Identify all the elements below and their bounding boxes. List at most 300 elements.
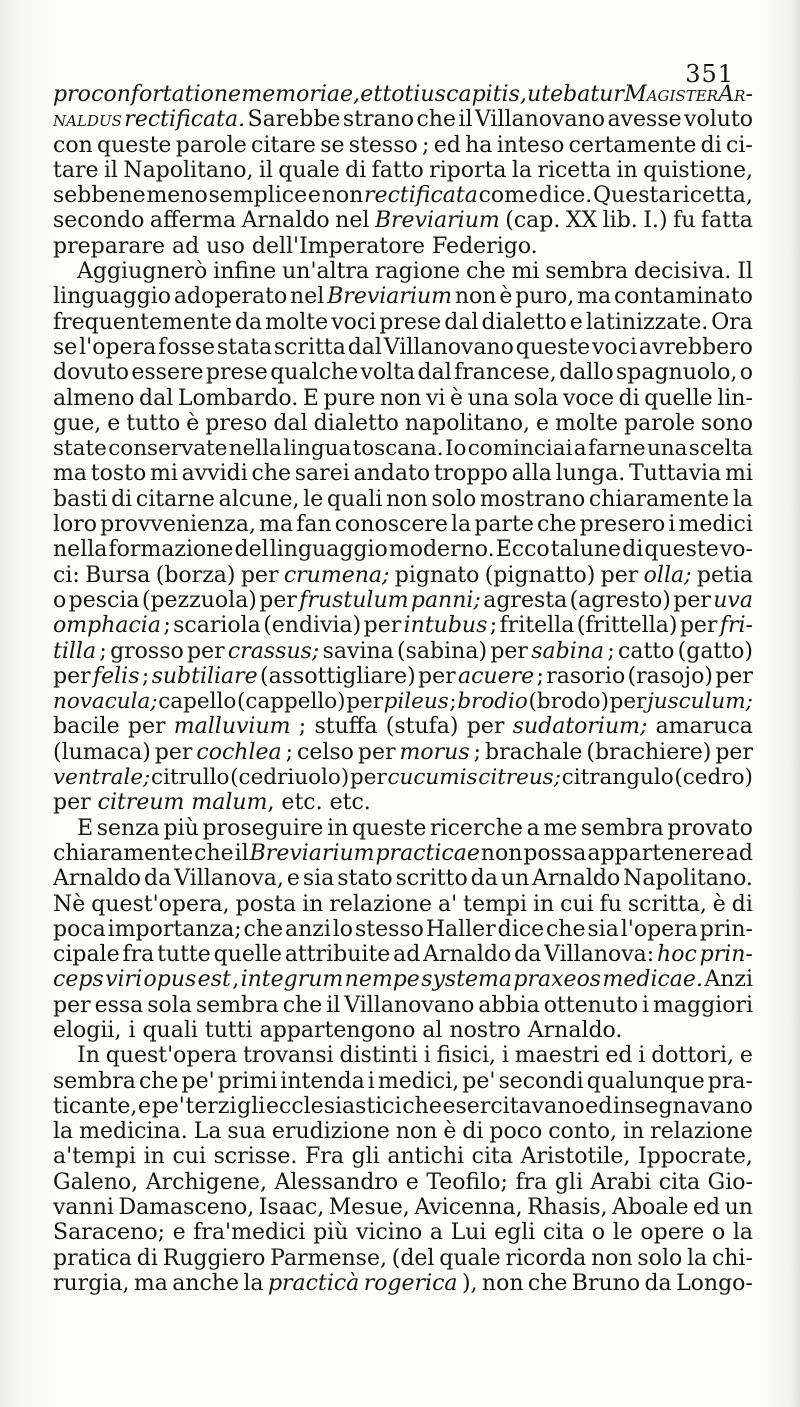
text-word: la: [243, 1270, 264, 1296]
text-line: [53, 158, 753, 183]
text-word: vo-: [719, 537, 753, 563]
text-word: citreus;: [478, 765, 561, 791]
text-word: scelta: [688, 436, 753, 462]
text-word: inteso: [496, 132, 565, 158]
text-word: scritta,: [627, 891, 707, 917]
text-line: [53, 234, 753, 259]
text-word: pro: [53, 82, 91, 107]
text-word: chiaramente: [588, 486, 730, 512]
text-word: una: [467, 385, 510, 411]
text-word: non: [454, 284, 497, 310]
text-word: est: [197, 967, 231, 993]
text-word: a: [429, 1220, 444, 1246]
text-word: medici: [678, 512, 753, 538]
text-word: per: [609, 689, 647, 715]
text-word: trovansi: [243, 1043, 334, 1069]
text-word: sono: [701, 410, 753, 436]
text-word: ed: [433, 132, 461, 158]
text-word: non: [379, 385, 422, 411]
text-line: [53, 259, 753, 284]
text-word: sua: [227, 1119, 266, 1145]
text-word: pescia: [68, 587, 140, 613]
text-word: ;: [449, 689, 457, 715]
text-word: Avicenna,: [414, 1195, 523, 1221]
text-word: in: [302, 891, 324, 917]
text-word: conoscere: [334, 512, 448, 538]
text-word: ecclesiastici: [265, 1093, 402, 1119]
text-word: praxeos: [513, 967, 602, 993]
text-line: [53, 183, 753, 208]
text-word: ,: [232, 967, 240, 993]
text-word: (brachiere): [586, 739, 712, 765]
text-word: savina: [322, 638, 394, 664]
text-word: primi: [217, 1068, 278, 1094]
text-word: citarne: [135, 486, 215, 512]
text-word: Aboale: [612, 1195, 689, 1221]
text-word: fatta: [700, 208, 753, 234]
text-line: [53, 335, 753, 360]
text-word: Teofilo;: [426, 1169, 508, 1195]
text-word: state: [53, 436, 107, 462]
text-word: confortatione: [91, 82, 242, 107]
text-word: poco: [489, 1119, 543, 1145]
text-word: tutte: [157, 942, 211, 968]
text-word: lunga.: [555, 461, 626, 487]
text-word: Galeno,: [53, 1169, 139, 1195]
text-word: Damasceno,: [118, 1195, 255, 1221]
text-word: parole: [175, 132, 247, 158]
text-line: [53, 1043, 753, 1068]
text-line: [53, 664, 753, 689]
text-word: sia: [587, 916, 619, 942]
text-word: mi: [724, 461, 753, 487]
text-word: grosso: [110, 638, 184, 664]
text-word: (frittella): [576, 613, 678, 639]
text-line: [53, 1246, 753, 1271]
text-word: molte: [265, 309, 329, 335]
text-word: E: [77, 815, 94, 841]
text-word: stesso: [348, 132, 418, 158]
text-word: parole: [624, 410, 696, 436]
text-span: fri-: [719, 613, 753, 639]
text-word: che: [536, 512, 577, 538]
text-word: Magister: [624, 82, 718, 107]
text-line: [53, 107, 753, 132]
text-word: queste: [97, 132, 172, 158]
text-span: olla;: [643, 562, 692, 588]
text-word: per: [53, 663, 91, 689]
text-word: semplice: [208, 183, 308, 209]
text-word: In: [77, 1043, 100, 1069]
text-word: mi: [149, 461, 178, 487]
text-word: che: [138, 1068, 179, 1094]
text-line: [53, 689, 753, 714]
text-word: Tuttavia: [628, 461, 722, 487]
text-word: medicina.: [79, 1119, 188, 1145]
text-word: Haller: [425, 916, 496, 942]
text-word: chi-: [711, 1245, 753, 1271]
text-word: gli: [554, 1169, 583, 1195]
text-word: che: [251, 461, 292, 487]
text-word: o: [53, 587, 67, 613]
text-word: se: [53, 334, 78, 360]
text-word: citrangulo: [561, 765, 674, 791]
text-word: la: [451, 512, 472, 538]
text-word: celso: [297, 739, 354, 765]
text-span: , etc. etc.: [267, 790, 371, 816]
text-word: conservate: [108, 436, 228, 462]
text-line: [53, 841, 753, 866]
text-line: [53, 993, 753, 1018]
text-word: (stufa): [385, 714, 459, 740]
text-word: prin-: [699, 942, 753, 968]
text-word: latinizzate.: [585, 309, 709, 335]
text-word: lo: [332, 916, 354, 942]
text-span: morus: [399, 739, 470, 765]
text-word: frequentemente: [53, 309, 232, 335]
text-word: dal: [139, 385, 174, 411]
text-word: più: [313, 1220, 349, 1246]
text-word: maggiori: [653, 992, 753, 1018]
text-word: le: [612, 1220, 633, 1246]
text-word: sebbene: [53, 183, 146, 209]
text-word: di: [618, 385, 640, 411]
text-word: ottenuto: [543, 992, 639, 1018]
text-word: da: [470, 866, 498, 892]
text-word: riporta: [429, 157, 507, 183]
text-word: nempe: [344, 967, 420, 993]
text-span: crassus;: [227, 638, 320, 664]
text-word: pra-: [707, 1068, 753, 1094]
text-word: non: [321, 183, 364, 209]
text-word: avrebbero: [638, 334, 753, 360]
text-word: andato: [353, 461, 431, 487]
text-word: sola: [147, 992, 192, 1018]
text-word: strano: [342, 107, 415, 133]
text-word: ed: [585, 1093, 613, 1119]
text-word: (pezzuola): [141, 587, 257, 613]
text-span: acuere: [457, 663, 535, 689]
text-word: dialetto: [481, 309, 567, 335]
text-word: ;: [536, 663, 544, 689]
text-word: Arnaldo: [423, 942, 512, 968]
text-word: cucumis: [387, 765, 478, 791]
text-word: la: [732, 1220, 753, 1246]
text-line: [53, 613, 753, 638]
text-word: per: [466, 714, 505, 740]
text-span: rectificata: [364, 183, 478, 209]
text-word: cita: [471, 1144, 513, 1170]
text-word: medici,: [377, 1068, 460, 1094]
text-line: [53, 942, 753, 967]
text-word: da: [514, 942, 542, 968]
text-word: per: [349, 765, 387, 791]
text-line: [53, 1018, 753, 1043]
text-word: stato: [337, 866, 393, 892]
text-word: Ar-: [718, 82, 753, 107]
text-word: i: [638, 1043, 646, 1069]
text-line: [53, 461, 753, 486]
text-word: pignato: [394, 562, 480, 588]
text-word: ),: [461, 1270, 478, 1296]
text-word: non: [395, 1119, 438, 1145]
text-word: solo: [637, 1245, 683, 1271]
text-word: di: [622, 537, 644, 563]
text-word: è: [450, 385, 464, 411]
text-word: queste: [351, 815, 427, 841]
text-word: Parmense,: [270, 1245, 387, 1271]
text-word: i: [668, 512, 676, 538]
text-word: opere: [640, 1220, 705, 1246]
text-word: dovuto: [53, 360, 130, 386]
text-word: presero: [579, 512, 666, 538]
text-word: pe': [462, 1068, 496, 1094]
text-word: pratica: [53, 1245, 133, 1271]
text-word: brachale: [485, 739, 583, 765]
text-span: intubus: [403, 613, 488, 639]
text-word: Questa: [593, 183, 672, 209]
text-word: Villanovano: [344, 992, 475, 1018]
text-span: per: [53, 790, 98, 816]
text-word: Ruggiero: [162, 1245, 266, 1271]
text-word: Bruno: [571, 1270, 641, 1296]
text-line: [53, 714, 753, 739]
text-word: quale: [439, 1245, 501, 1271]
text-word: stesso: [354, 916, 424, 942]
text-word: un: [500, 866, 530, 892]
text-word: linguaggio: [53, 284, 172, 310]
text-word: certamente: [568, 132, 697, 158]
text-word: practicae: [375, 840, 480, 866]
text-word: scritto: [395, 866, 468, 892]
text-word: il: [326, 992, 341, 1018]
text-word: ricerche: [430, 815, 523, 841]
text-word: da: [144, 866, 172, 892]
text-line: [53, 765, 753, 790]
text-line: [53, 1144, 753, 1169]
text-word: ragione: [375, 259, 461, 285]
text-span: rectificata.: [124, 107, 246, 133]
text-word: la: [687, 1245, 708, 1271]
text-word: in: [623, 1119, 645, 1145]
text-word: Villanova:: [544, 942, 655, 968]
text-word: ;: [298, 714, 307, 740]
text-word: fra'medici: [193, 1220, 306, 1246]
text-word: fan: [296, 512, 332, 538]
text-word: per: [127, 714, 166, 740]
text-span: subtiliare: [151, 663, 258, 689]
text-word: posta: [235, 891, 297, 917]
text-word: abbia: [478, 992, 540, 1018]
text-word: frustulum: [299, 587, 409, 613]
text-word: scrisse.: [213, 1144, 298, 1170]
text-word: da: [234, 309, 263, 335]
text-word: per: [53, 992, 91, 1018]
text-line: [53, 360, 753, 385]
text-word: totius: [382, 82, 446, 107]
text-word: (cappello): [236, 689, 346, 715]
text-word: prese: [205, 360, 268, 386]
text-word: attribuite: [284, 942, 391, 968]
text-line: [53, 1271, 753, 1296]
text-word: e: [107, 410, 121, 436]
text-word: Ippocrate,: [638, 1144, 753, 1170]
text-word: Villanovano: [383, 334, 514, 360]
text-line: [53, 411, 753, 436]
text-word: vi: [426, 385, 446, 411]
text-word: provato: [667, 815, 753, 841]
text-word: che: [402, 1093, 442, 1119]
text-word: Aggiugnerò: [77, 259, 208, 285]
text-word: l'opera: [79, 334, 157, 360]
text-span: citreum malum: [97, 790, 268, 816]
text-word: cui: [172, 1144, 207, 1170]
text-word: una: [646, 436, 688, 462]
text-word: sembra: [195, 992, 279, 1018]
text-word: utebatur: [527, 82, 624, 107]
text-word: per: [600, 562, 639, 588]
text-word: e: [286, 866, 300, 892]
text-word: in: [327, 815, 349, 841]
text-word: la: [53, 1119, 74, 1145]
text-word: scariola: [173, 613, 261, 639]
text-word: amaruca: [655, 714, 753, 740]
text-line: [53, 487, 753, 512]
text-word: intenda: [280, 1068, 365, 1094]
text-word: poca: [53, 916, 106, 942]
text-word: di: [136, 1245, 158, 1271]
text-word: linguaggio: [269, 537, 388, 563]
text-line: [53, 1119, 753, 1144]
text-word: vanni: [53, 1195, 114, 1221]
text-word: quelle: [213, 942, 282, 968]
text-word: gli: [237, 1093, 266, 1119]
text-word: a': [438, 891, 458, 917]
text-word: loro: [53, 512, 98, 538]
text-word: vicino: [356, 1220, 423, 1246]
text-word: Isaac,: [258, 1195, 325, 1221]
text-word: Il: [737, 259, 753, 285]
text-word: memoriae,: [241, 82, 361, 107]
text-word: voci: [591, 334, 638, 360]
text-word: preso: [205, 410, 268, 436]
text-word: talune: [550, 537, 622, 563]
text-word: un: [724, 1195, 753, 1221]
text-word: per: [240, 562, 279, 588]
text-word: in: [532, 891, 555, 917]
text-word: e: [535, 410, 549, 436]
text-word: avesse: [607, 107, 682, 133]
text-line: [53, 284, 753, 309]
text-span: crumena;: [283, 562, 390, 588]
text-word: i: [642, 992, 650, 1018]
text-word: Arnaldo: [53, 866, 142, 892]
text-word: che: [416, 107, 456, 133]
text-line: [53, 1195, 753, 1220]
text-word: ha: [465, 132, 493, 158]
text-word: Ora: [711, 309, 753, 335]
text-word: sembra: [545, 259, 629, 285]
text-word: fritella: [499, 613, 575, 639]
text-word: ;: [607, 638, 615, 664]
text-word: Fra: [305, 1144, 344, 1170]
text-word: cominciai: [467, 436, 573, 462]
text-word: ;: [489, 613, 498, 639]
text-word: napolitano,: [404, 410, 530, 436]
text-word: quest'opera: [105, 1043, 238, 1069]
text-span: brodio: [457, 689, 528, 715]
text-word: ma: [133, 1270, 168, 1296]
text-word: il: [458, 107, 473, 133]
text-word: lin-: [717, 385, 753, 411]
text-word: bacile: [53, 714, 120, 740]
text-word: il: [103, 157, 118, 183]
text-word: a: [526, 815, 540, 841]
text-word: la: [511, 157, 533, 183]
text-word: più: [163, 815, 199, 841]
text-span: ventrale;: [53, 765, 151, 791]
text-word: ;: [285, 739, 294, 765]
text-word: Alessandro: [274, 1169, 399, 1195]
text-word: XX: [565, 208, 598, 234]
text-word: (pignatto): [484, 562, 596, 588]
text-word: cita: [658, 1169, 701, 1195]
text-word: (brodo): [528, 689, 610, 715]
text-word: meno: [146, 183, 208, 209]
body-text: [53, 82, 753, 1296]
text-word: qualunque: [586, 1068, 705, 1094]
text-word: secondi: [498, 1068, 584, 1094]
text-line: [53, 1069, 753, 1094]
text-word: rurgia,: [53, 1270, 130, 1296]
text-word: (cap.: [505, 208, 561, 234]
text-word: nella: [228, 436, 282, 462]
text-word: quelle: [644, 385, 713, 411]
text-word: nella: [53, 537, 108, 563]
text-word: formazione: [108, 537, 234, 563]
text-word: un'altra: [282, 259, 370, 285]
text-word: Mesue,: [328, 1195, 410, 1221]
text-word: di: [731, 891, 753, 917]
text-word: Napolitano,: [123, 157, 254, 183]
text-word: ad: [393, 942, 421, 968]
text-word: voluto: [684, 107, 753, 133]
text-word: per: [715, 663, 753, 689]
text-span: sudatorium;: [512, 714, 648, 740]
text-line: [53, 740, 753, 765]
text-word: (lumaca): [53, 739, 151, 765]
text-span: pileus: [383, 689, 449, 715]
text-word: moderno.: [388, 537, 495, 563]
text-word: mostrano: [479, 486, 586, 512]
text-word: i: [423, 1043, 431, 1069]
text-word: dice: [497, 916, 545, 942]
text-word: naldus: [53, 107, 122, 133]
text-word: secondo: [53, 208, 145, 234]
text-word: alcune,: [218, 486, 300, 512]
text-word: Arnaldo: [532, 866, 621, 892]
text-word: fisici,: [436, 1043, 496, 1069]
text-word: panni;: [410, 587, 481, 613]
text-word: non: [481, 1270, 524, 1296]
text-word: Arnaldo: [241, 208, 330, 234]
text-word: quest'opera,: [91, 891, 230, 917]
text-span: preparare ad uso dell'Imperatore Federigo.: [53, 233, 538, 259]
text-word: per: [418, 663, 456, 689]
text-word: quale: [278, 157, 340, 183]
text-word: pure: [323, 385, 376, 411]
text-word: del: [234, 537, 269, 563]
